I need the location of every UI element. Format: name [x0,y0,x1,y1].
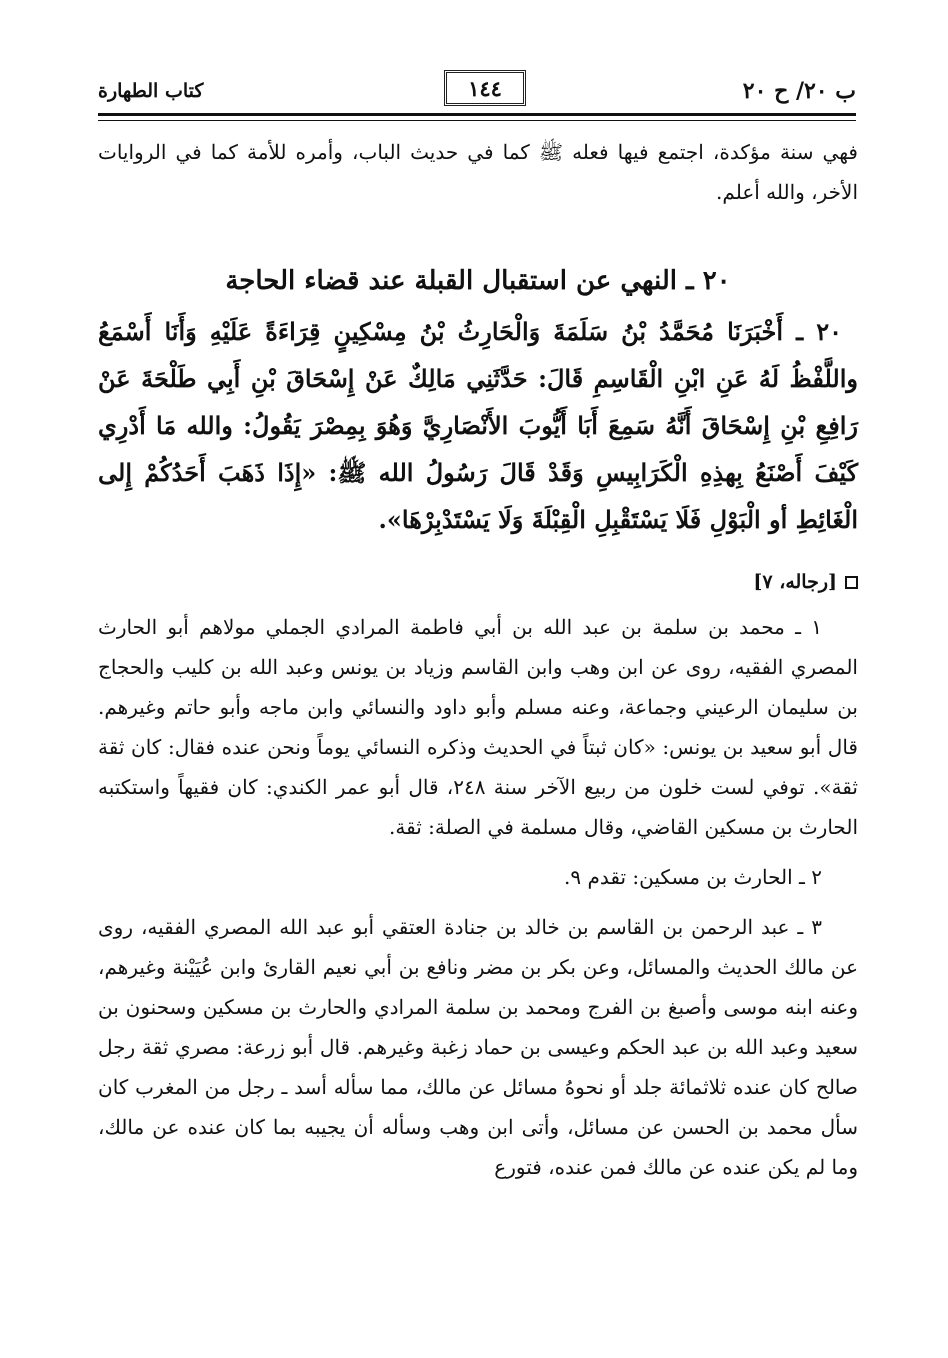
rijal-heading-label: [رجاله، ٧] [753,571,837,593]
page-header [98,70,856,116]
narrator-entry: ٢ ـ الحارث بن مسكين: تقدم ٩. [564,865,822,889]
page-body [98,132,858,1187]
chapter-title: ٢٠ ـ النهي عن استقبال القبلة عند قضاء الحاجة [225,266,731,296]
rijal-heading [98,567,858,597]
intro-paragraph: فهي سنة مؤكدة، اجتمع فيها فعله ﷺ كما في حديث الباب، وأمره للأمة كما في الروايات الأخر، والله أعلم. [98,140,858,204]
chapter-reference: ب ٢٠/ ح ٢٠ [742,78,856,104]
hadith-text: ٢٠ ـ أَخْبَرَنَا مُحَمَّدُ بْنُ سَلَمَةَ وَالْحَارِثُ بْنُ مِسْكِينٍ قِرَاءَةً عَلَيْهِ وَأَنَا أَسْمَعُ واللَّفْظُ لَهُ عَنِ ابْنِ الْقَاسِمِ قَالَ: حَدَّثَنِي مَالِكٌ عَنْ إِسْحَاقَ بْنِ أَبِي طَلْحَةَ عَنْ رَافِعِ بْنِ إِسْحَاقَ أَنَّهُ سَمِعَ أَبَا أَيُّوبَ الأَنْصَارِيَّ وَهُوَ بِمِصْرَ يَقُولُ: والله مَا أَدْرِي كَيْفَ أَصْنَعُ بِهذِهِ الْكَرَابِيسِ وَقَدْ قَالَ رَسُولُ الله ﷺ: «إِذَا ذَهَبَ أَحَدُكُمْ إِلى الْغَائِطِ أو الْبَوْلِ فَلَا يَسْتَقْبِلِ الْقِبْلَةَ وَلَا يَسْتَدْبِرْهَا». [98,317,858,534]
page-number: ١٤٤ [444,70,526,106]
square-bullet-icon [845,576,858,589]
narrator-entry: ٣ ـ عبد الرحمن بن القاسم بن خالد بن جنادة العتقي أبو عبد الله المصري الفقيه، روى عن مالك الحديث والمسائل، وعن بكر بن مضر ونافع بن أبي نعيم القارئ وابن عُيَيْنة وغيرهم، وعنه ابنه موسى وأصبغ بن الفرج ومحمد بن سلمة المرادي والحارث بن مسكين وسحنون بن سعيد وعبد الله بن عبد الحكم وعيسى بن حماد زغبة وغيرهم. قال أبو زرعة: مصري ثقة رجل صالح كان عنده ثلاثمائة جلد أو نحوهُ مسائل عن مالك، مما سأله أسد ـ رجل من المغرب كان سأل محمد بن الحسن عن مسائل، وأتى ابن وهب وسأله أن يجيبه بما كان عنده عن مالك، وما لم يكن عنده عن مالك فمن عنده، فتورع [98,915,858,1179]
book-title: كتاب الطهارة [98,80,204,102]
narrator-entry: ١ ـ محمد بن سلمة بن عبد الله بن أبي فاطمة المرادي الجملي مولاهم أبو الحارث المصري الفقيه، روى عن ابن وهب وابن القاسم وزياد بن يونس وعبد الله بن كليب والحجاج بن سليمان الرعيني وجماعة، وعنه مسلم وأبو داود والنسائي وابن ماجه وأبو حاتم وغيرهم. قال أبو سعيد بن يونس: «كان ثبتاً في الحديث وذكره النسائي يوماً ونحن عنده فقال: كان ثقة ثقة». توفي لست خلون من ربيع الآخر سنة ٢٤٨، قال أبو عمر الكندي: كان فقيهاً واستكتبه الحارث بن مسكين القاضي، وقال مسلمة في الصلة: ثقة. [98,615,858,839]
header-rule [98,113,856,116]
header-rule-thin [98,120,856,121]
